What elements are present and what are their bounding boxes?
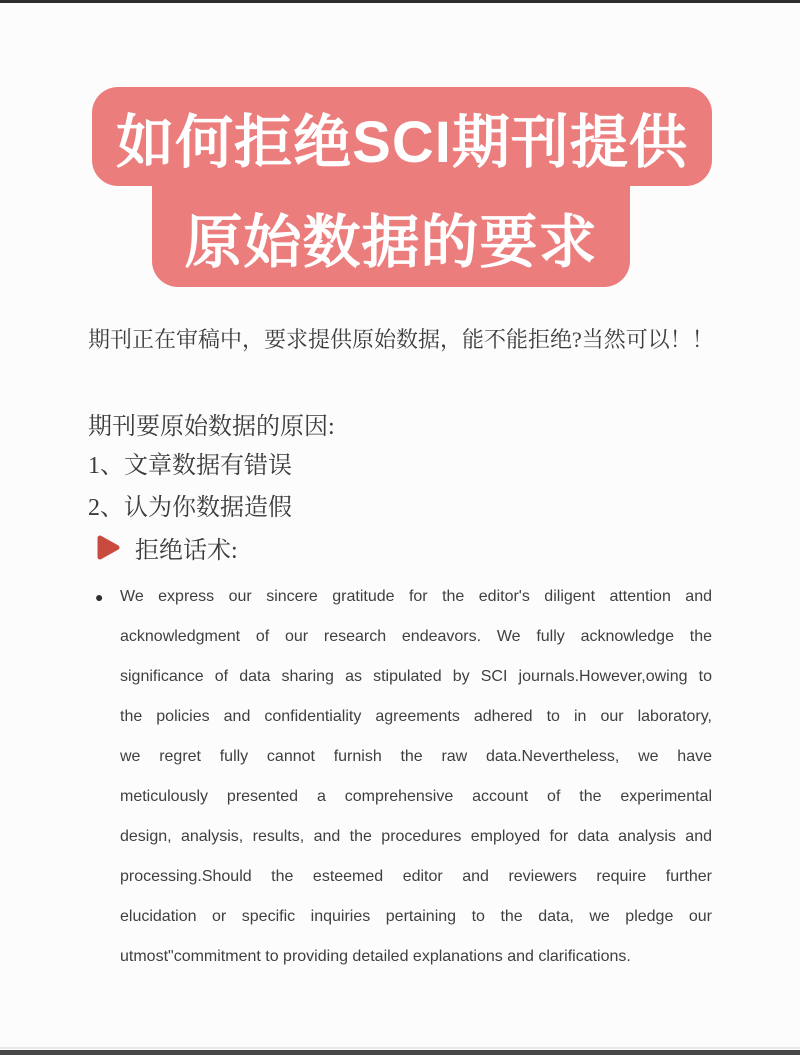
reasons-heading: 期刊要原始数据的原因:	[88, 414, 335, 440]
title-banner-line2-bg	[152, 186, 630, 287]
refusal-paragraph	[95, 577, 712, 977]
title-line2: 原始数据的要求	[184, 209, 598, 275]
paragraph-line: utmost"commitment to providing detailed explanations and clarifications.	[120, 948, 631, 965]
intro-text: 期刊正在审稿中，要求提供原始数据，能不能拒绝?当然可以！！	[88, 327, 714, 352]
refusal-section-header	[96, 530, 238, 565]
paragraph-line: significance of data sharing as stipulated by SCI journals.However,owing to	[120, 668, 712, 685]
paragraph-line: elucidation or specific inquiries pertaining to the data, we pledge our	[120, 908, 712, 925]
bullet-icon: ●	[95, 589, 104, 605]
reason-item-1: 1、文章数据有错误	[88, 453, 292, 479]
title-line1: 如何拒绝SCI期刊提供	[116, 109, 688, 175]
paragraph-line: acknowledgment of our research endeavors. We fully acknowledge the	[120, 628, 712, 645]
bottom-light-line	[0, 1047, 800, 1049]
title-banner	[0, 87, 800, 287]
bottom-edge-line	[0, 1050, 800, 1055]
top-edge-line	[0, 0, 800, 3]
paragraph-line: meticulously presented a comprehensive account of the experimental	[120, 788, 712, 805]
paragraph-line: the policies and confidentiality agreements adhered to in our laboratory,	[120, 708, 712, 725]
paragraph-line: We express our sincere gratitude for the editor's diligent attention and	[120, 588, 712, 605]
paragraph-line: design, analysis, results, and the procedures employed for data analysis and	[120, 828, 712, 845]
paragraph-line: we regret fully cannot furnish the raw data.Nevertheless, we have	[120, 748, 712, 765]
title-banner-line1-bg	[92, 87, 712, 186]
refusal-paragraph-lines	[120, 577, 712, 977]
reason-item-2: 2、认为你数据造假	[88, 495, 292, 521]
refusal-heading: 拒绝话术:	[135, 538, 238, 564]
play-triangle-icon	[96, 534, 121, 561]
paragraph-line: processing.Should the esteemed editor and reviewers require further	[120, 868, 712, 885]
